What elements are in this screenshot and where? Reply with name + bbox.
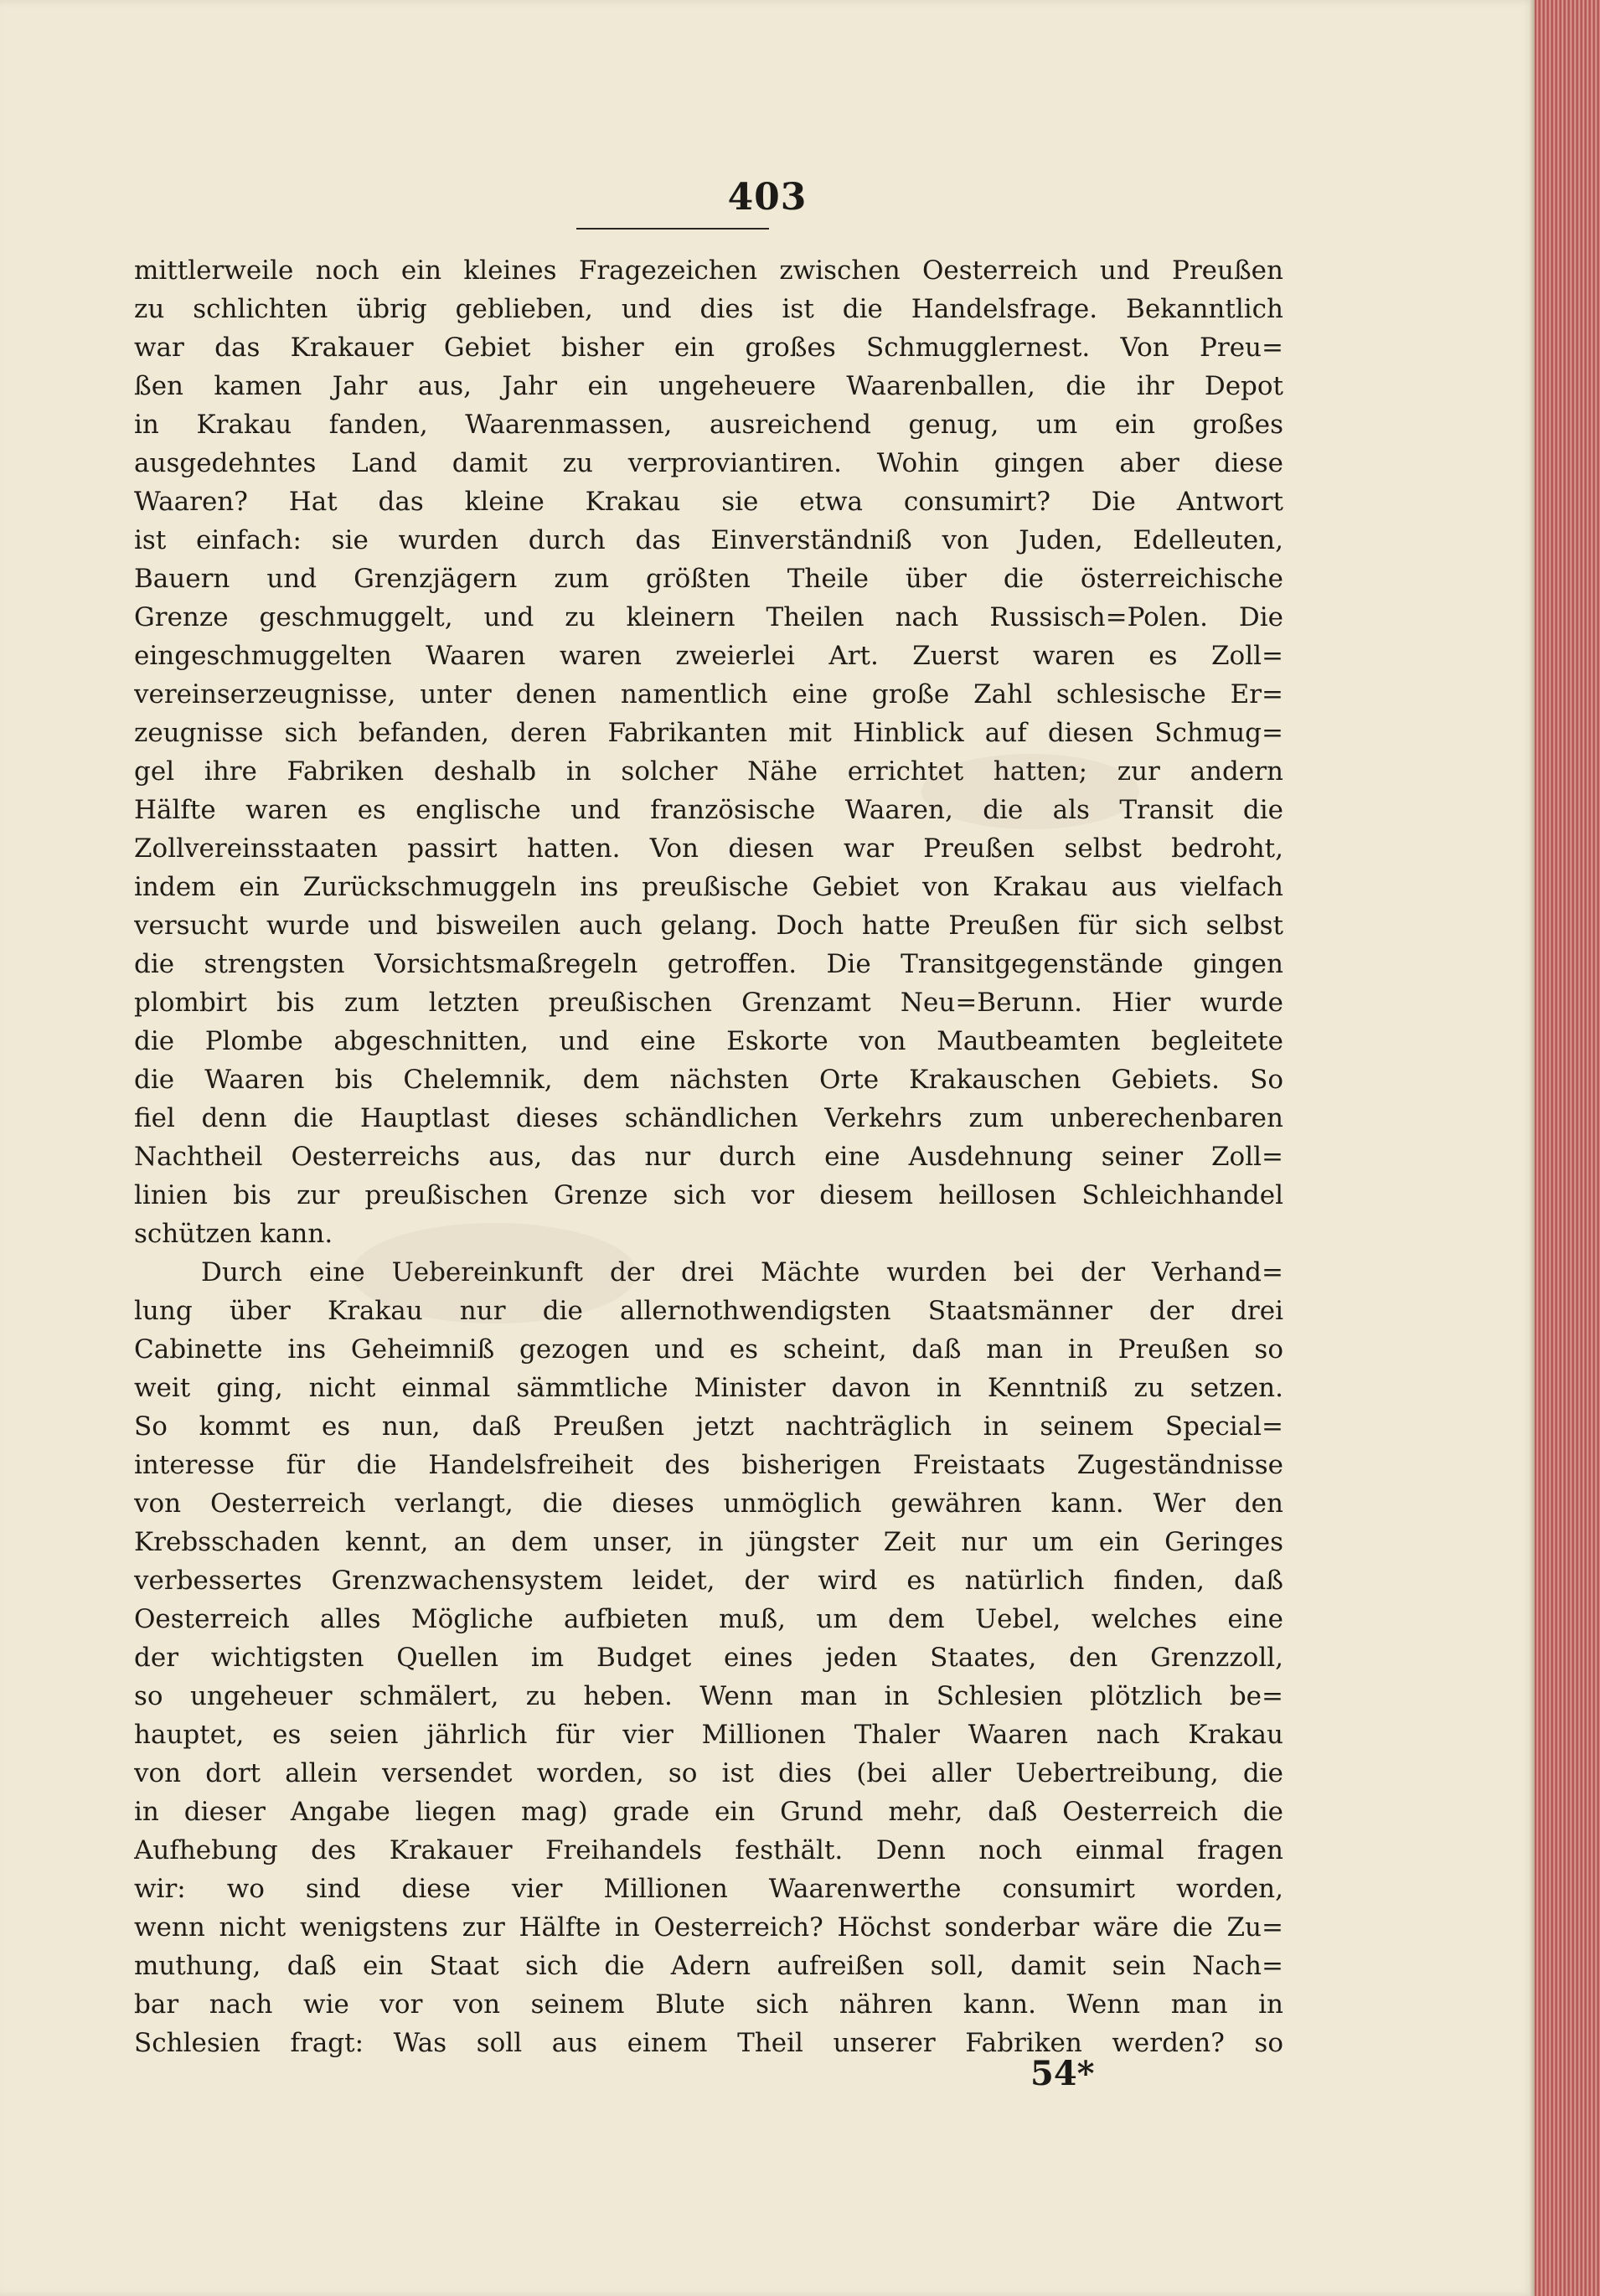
text-line: mittlerweile noch ein kleines Fragezeichen zwischen Oesterreich und Preußen bbox=[134, 255, 1283, 286]
text-line: plombirt bis zum letzten preußischen Grenzamt Neu=Berunn. Hier wurde bbox=[134, 988, 1283, 1018]
text-line: Durch eine Uebereinkunft der drei Mächte wurden bei der Verhand= bbox=[201, 1257, 1283, 1287]
text-line: Hälfte waren es englische und französische Waaren, die als Transit die bbox=[134, 795, 1283, 825]
text-line: ausgedehntes Land damit zu verproviantiren. Wohin gingen aber diese bbox=[134, 448, 1283, 478]
text-line: Nachtheil Oesterreichs aus, das nur durch eine Ausdehnung seiner Zoll= bbox=[134, 1142, 1283, 1172]
text-line: ßen kamen Jahr aus, Jahr ein ungeheuere Waarenballen, die ihr Depot bbox=[134, 371, 1283, 401]
text-line: interesse für die Handelsfreiheit des bisherigen Freistaats Zugeständnisse bbox=[134, 1450, 1283, 1480]
text-line: fiel denn die Hauptlast dieses schändlichen Verkehrs zum unberechenbaren bbox=[134, 1103, 1283, 1133]
signature-mark: 54* bbox=[1030, 2054, 1095, 2093]
text-line: in dieser Angabe liegen mag) grade ein Grund mehr, daß Oesterreich die bbox=[134, 1797, 1283, 1827]
text-line: Bauern und Grenzjägern zum größten Theile über die österreichische bbox=[134, 564, 1283, 594]
text-line: von Oesterreich verlangt, die dieses unmöglich gewähren kann. Wer den bbox=[134, 1489, 1283, 1519]
text-line: wenn nicht wenigstens zur Hälfte in Oesterreich? Höchst sonderbar wäre die Zu= bbox=[134, 1912, 1283, 1943]
page-header bbox=[0, 176, 1535, 219]
text-line: in Krakau fanden, Waarenmassen, ausreichend genug, um ein großes bbox=[134, 410, 1283, 440]
text-line: von dort allein versendet worden, so ist dies (bei aller Uebertreibung, die bbox=[134, 1758, 1283, 1788]
text-line: muthung, daß ein Staat sich die Adern aufreißen soll, damit sein Nach= bbox=[134, 1951, 1283, 1981]
text-line: die strengsten Vorsichtsmaßregeln getroffen. Die Transitgegenstände gingen bbox=[134, 949, 1283, 979]
text-line: lung über Krakau nur die allernothwendigsten Staatsmänner der drei bbox=[134, 1296, 1283, 1326]
text-line: indem ein Zurückschmuggeln ins preußische Gebiet von Krakau aus vielfach bbox=[134, 872, 1283, 902]
text-line: vereinserzeugnisse, unter denen namentlich eine große Zahl schlesische Er= bbox=[134, 679, 1283, 709]
text-line: verbessertes Grenzwachensystem leidet, der wird es natürlich finden, daß bbox=[134, 1566, 1283, 1596]
text-line: so ungeheuer schmälert, zu heben. Wenn man in Schlesien plötzlich be= bbox=[134, 1681, 1283, 1711]
text-line bbox=[134, 2062, 1283, 2101]
text-line: gel ihre Fabriken deshalb in solcher Nähe errichtet hatten; zur andern bbox=[134, 756, 1283, 787]
text-line: Krebsschaden kennt, an dem unser, in jüngster Zeit nur um ein Geringes bbox=[134, 1527, 1283, 1557]
text-line: zeugnisse sich befanden, deren Fabrikanten mit Hinblick auf diesen Schmug= bbox=[134, 718, 1283, 748]
text-line: versucht wurde und bisweilen auch gelang. Doch hatte Preußen für sich selbst bbox=[134, 911, 1283, 941]
text-line: hauptet, es seien jährlich für vier Millionen Thaler Waaren nach Krakau bbox=[134, 1720, 1283, 1750]
body-text bbox=[134, 251, 1283, 2101]
text-line: der wichtigsten Quellen im Budget eines jeden Staates, den Grenzzoll, bbox=[134, 1643, 1283, 1673]
text-line: ist einfach: sie wurden durch das Einverständniß von Juden, Edelleuten, bbox=[134, 525, 1283, 555]
book-edge-red bbox=[1535, 0, 1600, 2296]
text-line: Waaren? Hat das kleine Krakau sie etwa consumirt? Die Antwort bbox=[134, 487, 1283, 517]
text-line: eingeschmuggelten Waaren waren zweierlei Art. Zuerst waren es Zoll= bbox=[134, 641, 1283, 671]
text-line: So kommt es nun, daß Preußen jetzt nachträglich in seinem Special= bbox=[134, 1411, 1283, 1442]
text-line: weit ging, nicht einmal sämmtliche Minister davon in Kenntniß zu setzen. bbox=[134, 1373, 1283, 1403]
text-line: war das Krakauer Gebiet bisher ein großes Schmugglernest. Von Preu= bbox=[134, 333, 1283, 363]
text-line: Cabinette ins Geheimniß gezogen und es scheint, daß man in Preußen so bbox=[134, 1334, 1283, 1365]
page-number: 403 bbox=[727, 176, 808, 219]
text-line: Oesterreich alles Mögliche aufbieten muß, um dem Uebel, welches eine bbox=[134, 1604, 1283, 1634]
text-line: schützen kann. bbox=[134, 1219, 333, 1249]
text-line: linien bis zur preußischen Grenze sich vor diesem heillosen Schleichhandel bbox=[134, 1180, 1283, 1210]
text-line: die Waaren bis Chelemnik, dem nächsten Orte Krakauschen Gebiets. So bbox=[134, 1065, 1283, 1095]
header-rule bbox=[576, 228, 769, 230]
text-line: Aufhebung des Krakauer Freihandels festhält. Denn noch einmal fragen bbox=[134, 1835, 1283, 1865]
text-line: zu schlichten übrig geblieben, und dies ist die Handelsfrage. Bekanntlich bbox=[134, 294, 1283, 324]
text-line: Grenze geschmuggelt, und zu kleinern Theilen nach Russisch=Polen. Die bbox=[134, 602, 1283, 632]
text-line: Schlesien fragt: Was soll aus einem Theil unserer Fabriken werden? so bbox=[134, 2028, 1283, 2058]
text-line: wir: wo sind diese vier Millionen Waarenwerthe consumirt worden, bbox=[134, 1874, 1283, 1904]
text-line: die Plombe abgeschnitten, und eine Eskorte von Mautbeamten begleitete bbox=[134, 1026, 1283, 1056]
text-line: Zollvereinsstaaten passirt hatten. Von diesen war Preußen selbst bedroht, bbox=[134, 833, 1283, 864]
text-line: bar nach wie vor von seinem Blute sich nähren kann. Wenn man in bbox=[134, 1989, 1283, 2020]
